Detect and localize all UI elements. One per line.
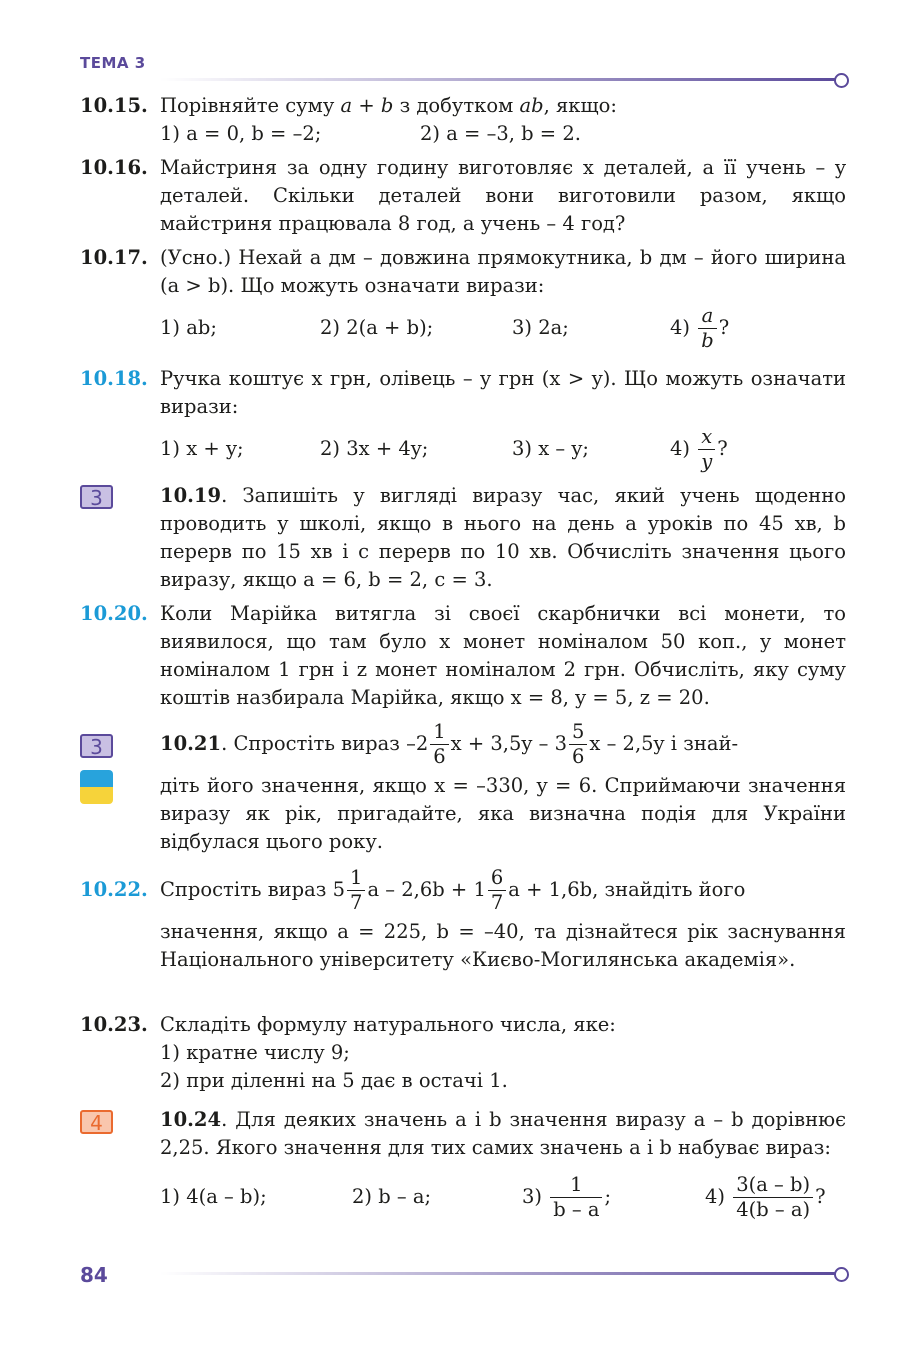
- option-4: 4) $\frac{a}{b}$ ?: [670, 303, 730, 352]
- exercise-text: значення, якщо a = 225, b = –40, та дізнайтеся рік заснування Національного університету «Києво-Могилянська академія».: [160, 920, 846, 971]
- exercise-number: 10.15.: [80, 94, 148, 117]
- fraction: $\frac{3(a - b)}{4(b - a)}$: [733, 1173, 813, 1222]
- exercise-number: 10.17.: [80, 246, 148, 269]
- exercise-10-16: [80, 154, 846, 238]
- option-2: 2) b – a;: [352, 1185, 432, 1208]
- exercise-number: 10.18.: [80, 367, 148, 390]
- header-rule-end: [834, 73, 849, 88]
- exercise-10-19: [80, 482, 846, 594]
- fraction: $\frac{1}{6}$: [430, 720, 448, 769]
- fraction: $\frac{x}{y}$: [698, 425, 715, 474]
- exercise-number: 10.21: [160, 732, 222, 755]
- exercise-10-23: [80, 1011, 846, 1095]
- fraction: $\frac{a}{b}$: [698, 304, 716, 353]
- option-3: 3) x – y;: [512, 437, 589, 460]
- exercise-10-15: 10.15. Порівняйте суму a + b з добутком ab, якщо: 1) a = 0, b = –2; 2) a = –3, b = 2.: [80, 92, 846, 148]
- option-3: 3) $\frac{1}{b - a}$ ;: [522, 1172, 612, 1221]
- option-1: 1) 4(a – b);: [160, 1185, 267, 1208]
- exercise-text: (Усно.) Нехай a дм – довжина прямокутника, b дм – його ширина (a > b). Що можуть означати вирази:: [160, 246, 846, 297]
- exercise-10-17: [80, 244, 846, 356]
- exercise-10-24: [80, 1106, 846, 1232]
- topic-header: ТЕМА 3: [80, 54, 146, 72]
- option-1: 1) x + y;: [160, 437, 244, 460]
- exercise-text: . Для деяких значень a і b значення виразу a – b дорівнює 2,25. Якого значення для тих самих значень a і b набуває вираз:: [160, 1108, 846, 1159]
- footer-rule-end: [834, 1267, 849, 1282]
- fraction: $\frac{1}{7}$: [347, 866, 365, 915]
- exercise-text: Ручка коштує x грн, олівець – y грн (x > y). Що можуть означати вирази:: [160, 367, 846, 418]
- exercise-text: . Запишіть у вигляді виразу час, який учень щоденно проводить у школі, якщо в нього на день a уроків по 45 хв, b перерв по 15 хв і c перерв по 10 хв. Обчисліть значення цього виразу, якщо a = 6, b = 2, c = 3.: [160, 484, 846, 591]
- fraction: $\frac{1}{b - a}$: [550, 1173, 602, 1222]
- exercise-10-21: 10.21 . Спростіть вираз –2 $\frac{1}{6}$ x + 3,5y – 3 $\frac{5}{6}$ x – 2,5y і знай- діть його значення, якщо x = –330, y = 6. Сприймаючи значення виразу як рік, пригадайте, яка визначна подія для України відбулася цього року.: [80, 716, 846, 856]
- exercise-number: 10.20.: [80, 602, 148, 625]
- fraction: $\frac{6}{7}$: [488, 866, 506, 915]
- fraction: $\frac{5}{6}$: [569, 720, 587, 769]
- option-4: 4) $\frac{x}{y}$ ?: [670, 424, 728, 473]
- difficulty-badge-3: 3: [80, 485, 113, 509]
- page-number: 84: [80, 1263, 108, 1287]
- option-2: 2) a = –3, b = 2.: [420, 122, 581, 145]
- option-4: 4) $\frac{3(a - b)}{4(b - a)}$ ?: [705, 1172, 826, 1221]
- difficulty-badge-4: 4: [80, 1110, 113, 1134]
- exercise-number: 10.16.: [80, 156, 148, 179]
- exercise-text: Складіть формулу натурального числа, яке:: [160, 1013, 616, 1036]
- option-2: 2) при діленні на 5 дає в остачі 1.: [160, 1069, 508, 1092]
- exercise-text: діть його значення, якщо x = –330, y = 6. Сприймаючи значення виразу як рік, пригадайте, яка визначна подія для України відбулася цього року.: [160, 774, 846, 853]
- exercise-number: 10.24: [160, 1108, 222, 1131]
- exercise-text: Коли Марійка витягла зі своєї скарбнички всі монети, то виявилося, що там було x монет номіналом 50 коп., y монет номіналом 1 грн і z монет номіналом 2 грн. Обчисліть, яку суму коштів назбирала Марійка, якщо x = 8, y = 5, z = 20.: [160, 602, 846, 709]
- exercise-number: 10.23.: [80, 1013, 148, 1036]
- difficulty-badge-3: 3: [80, 734, 113, 758]
- option-1: 1) ab;: [160, 316, 217, 339]
- option-3: 3) 2a;: [512, 316, 569, 339]
- exercise-text: Майстриня за одну годину виготовляє x деталей, а її учень – y деталей. Скільки деталей вони виготовили разом, якщо майстриня працювала 8 год, а учень – 4 год?: [160, 156, 846, 235]
- exercise-10-18: [80, 365, 846, 477]
- exercise-number: 10.22.: [80, 878, 148, 901]
- option-1: 1) кратне числу 9;: [160, 1041, 350, 1064]
- option-2: 2) 3x + 4y;: [320, 437, 429, 460]
- option-1: 1) a = 0, b = –2;: [160, 122, 322, 145]
- exercise-number: 10.19: [160, 484, 222, 507]
- header-rule: [160, 78, 836, 81]
- footer-rule: [160, 1272, 836, 1275]
- option-2: 2) 2(a + b);: [320, 316, 434, 339]
- exercise-10-22: 10.22. Спростіть вираз 5 $\frac{1}{7}$ a – 2,6b + 1 $\frac{6}{7}$ a + 1,6b, знайдіть його значення, якщо a = 225, b = –40, та дізнайтеся рік заснування Національного університету «Києво-Могилянська академія».: [80, 862, 846, 974]
- exercise-10-20: [80, 600, 846, 712]
